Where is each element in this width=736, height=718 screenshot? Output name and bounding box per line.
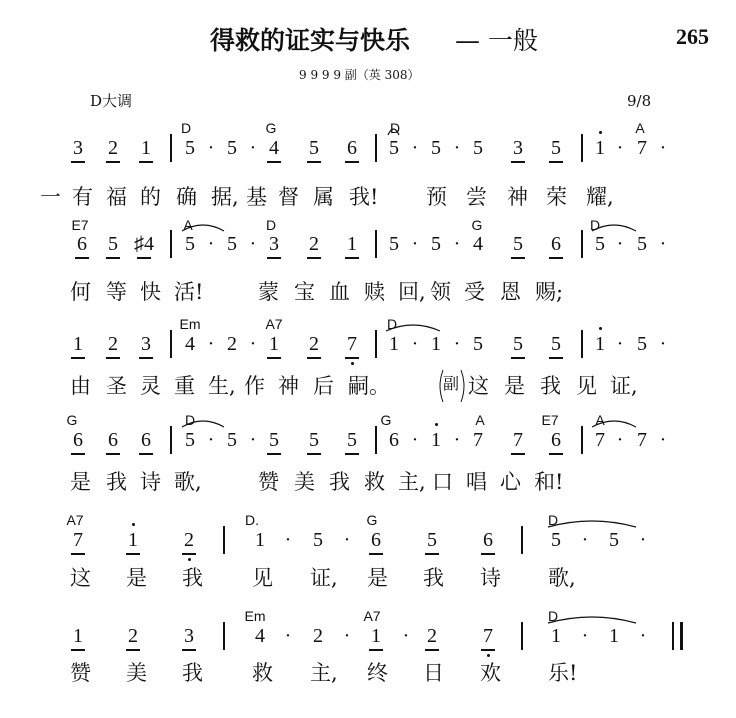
lyric-char: 等 [106, 280, 127, 304]
lyric-char: 督 [278, 185, 299, 209]
lyric-char: 唱 [466, 470, 487, 494]
lyric-char: 快 [140, 280, 161, 304]
note: 2 [184, 529, 194, 551]
lyric-char: 重 [174, 374, 195, 398]
lyric-char: 见 [576, 374, 597, 398]
note: 5 [551, 137, 561, 159]
lyric-char: 一 [40, 185, 61, 209]
lyric-char: 恩 [500, 280, 521, 304]
note: 1 [347, 233, 357, 255]
lyric-char: 属 [313, 185, 334, 209]
chord-symbol: D [265, 217, 277, 233]
slur [182, 421, 224, 427]
slur [548, 617, 636, 623]
note: ♯4 [134, 233, 154, 255]
duration-dot: · [639, 529, 647, 551]
chord-symbol: G [380, 412, 392, 428]
lyric-char: 歌, [174, 470, 202, 494]
lyric-char: 尝 [466, 185, 487, 209]
note: 4 [255, 625, 265, 647]
chord-symbol: D [386, 316, 398, 332]
lyric-char: 受 [464, 280, 485, 304]
lyric-char: 后 [313, 374, 334, 398]
lyric-char: 见 [252, 566, 273, 590]
lyric-char: 我! [349, 185, 379, 209]
lyric-char: 赎 [364, 280, 385, 304]
note: 5 [551, 333, 561, 355]
lyric-char: 诗 [140, 470, 161, 494]
duration-dot: · [207, 233, 215, 255]
lyric-char: 耀, [586, 185, 614, 209]
lyric-char: 血 [329, 280, 350, 304]
lyric-char: 证, [310, 566, 338, 590]
duration-dot: · [284, 625, 292, 647]
lyric-char: 日 [423, 661, 444, 685]
note: 2 [309, 233, 319, 255]
hymn-number: 265 [676, 24, 709, 49]
lyric-char: 基 [246, 185, 267, 209]
note: 6 [347, 137, 357, 159]
note: 5 [431, 233, 441, 255]
chord-symbol: D [180, 120, 192, 136]
chord-symbol: Em [244, 608, 266, 624]
lyric-char: 的 [140, 185, 161, 209]
duration-dot: · [249, 333, 257, 355]
lyric-char: 终 [367, 661, 388, 685]
lyric-char: 神 [507, 185, 528, 209]
duration-dot: · [639, 625, 647, 647]
note: 1 [128, 529, 138, 551]
note: 2 [309, 333, 319, 355]
lyric-char: 何 [70, 280, 91, 304]
lyric-char: 由 [70, 374, 91, 398]
duration-dot: · [249, 429, 257, 451]
note: 1 [595, 333, 605, 355]
duration-dot: · [411, 137, 419, 159]
note: 2 [227, 333, 237, 355]
lyric-char: 诗 [480, 566, 501, 590]
lyric-char: 蒙 [258, 280, 279, 304]
time-signature: 9/8 [627, 92, 652, 110]
note: 5 [309, 137, 319, 159]
note: 6 [73, 429, 83, 451]
duration-dot: · [581, 625, 589, 647]
note: 1 [551, 625, 561, 647]
note: 5 [347, 429, 357, 451]
note: 5 [227, 429, 237, 451]
slur [548, 521, 636, 527]
note: 5 [389, 233, 399, 255]
note: 5 [609, 529, 619, 551]
lyric-char: 活! [174, 280, 204, 304]
note: 1 [431, 429, 441, 451]
lyric-char: 神 [278, 374, 299, 398]
note: 5 [227, 137, 237, 159]
duration-dot: · [616, 233, 624, 255]
note: 7 [637, 429, 647, 451]
duration-dot: · [453, 233, 461, 255]
note: 1 [269, 333, 279, 355]
chord-symbol: A7 [363, 608, 381, 624]
lyric-char: 赞 [70, 661, 91, 685]
slur [388, 129, 399, 135]
note: 5 [637, 233, 647, 255]
chord-symbol: D. [245, 512, 259, 528]
lyric-char: 救 [364, 470, 385, 494]
hymn-title: 得救的证实与快乐 [210, 26, 411, 55]
duration-dot: · [659, 333, 667, 355]
note: 6 [483, 529, 493, 551]
note: 5 [595, 233, 605, 255]
note: 5 [269, 429, 279, 451]
note: 2 [108, 137, 118, 159]
note: 4 [269, 137, 279, 159]
note: 7 [513, 429, 523, 451]
lyric-char: 圣 [106, 374, 127, 398]
lyric-char: 荣 [546, 185, 567, 209]
slur [386, 325, 440, 331]
lyric-char: 赐; [535, 280, 564, 304]
note: 5 [185, 233, 195, 255]
refrain-brackets [440, 370, 464, 402]
note: 5 [513, 233, 523, 255]
chord-symbol: A [635, 120, 645, 136]
duration-dot: · [284, 529, 292, 551]
note: 1 [73, 333, 83, 355]
note: 3 [513, 137, 523, 159]
note: 2 [427, 625, 437, 647]
note: 6 [77, 233, 87, 255]
chord-symbol: D [184, 412, 196, 428]
note: 7 [473, 429, 483, 451]
note: 3 [184, 625, 194, 647]
lyric-char: 是 [126, 566, 147, 590]
note: 7 [637, 137, 647, 159]
lyric-char: 证, [610, 374, 638, 398]
duration-dot: · [411, 333, 419, 355]
note: 7 [73, 529, 83, 551]
lyric-char: 赞 [258, 470, 279, 494]
duration-dot: · [581, 529, 589, 551]
note: 1 [371, 625, 381, 647]
lyric-char: 据, [211, 185, 239, 209]
note: 5 [185, 429, 195, 451]
chord-symbol: G [471, 217, 483, 233]
lyric-char: 是 [504, 374, 525, 398]
lyric-char: 欢 [480, 661, 501, 685]
chord-symbol: D [547, 608, 559, 624]
note: 1 [141, 137, 151, 159]
lyric-char: 歌, [548, 566, 576, 590]
note: 6 [389, 429, 399, 451]
lyric-char: 预 [426, 185, 447, 209]
duration-dot: · [659, 233, 667, 255]
lyric-char: 领 [430, 280, 451, 304]
note: 5 [227, 233, 237, 255]
note: 5 [473, 333, 483, 355]
lyric-char: 这 [468, 374, 489, 398]
duration-dot: · [616, 429, 624, 451]
lyric-char: 是 [70, 470, 91, 494]
chord-symbol: E7 [71, 217, 89, 233]
duration-dot: · [616, 333, 624, 355]
slur [592, 421, 636, 427]
note: 4 [185, 333, 195, 355]
lyric-char: 回, [398, 280, 426, 304]
lyric-char: 我 [540, 374, 561, 398]
duration-dot: · [343, 529, 351, 551]
duration-dot: · [343, 625, 351, 647]
lyric-char: 这 [70, 566, 91, 590]
note: 6 [371, 529, 381, 551]
note: 2 [313, 625, 323, 647]
lyric-char: 和! [534, 470, 564, 494]
lyric-char: 主, [398, 470, 426, 494]
lyric-char: 主, [310, 661, 338, 685]
lyric-char: 乐! [548, 661, 578, 685]
lyric-char: 确 [176, 185, 197, 209]
chord-symbol: G [265, 120, 277, 136]
note: 3 [73, 137, 83, 159]
note: 5 [431, 137, 441, 159]
lyric-char: 是 [367, 566, 388, 590]
duration-dot: · [207, 137, 215, 159]
meter-info: 9 9 9 9 副（英 308） [299, 68, 420, 82]
note: 5 [637, 333, 647, 355]
duration-dot: · [616, 137, 624, 159]
note: 2 [108, 333, 118, 355]
key-signature: D大调 [90, 92, 133, 110]
lyric-char: 我 [106, 470, 127, 494]
duration-dot: · [402, 625, 410, 647]
lyric-char: 嗣。 [348, 374, 390, 398]
note: 1 [595, 137, 605, 159]
chord-symbol: A [475, 412, 485, 428]
lyric-char: 美 [294, 470, 315, 494]
lyric-char: 我 [182, 566, 203, 590]
lyric-char: 福 [106, 185, 127, 209]
duration-dot: · [411, 429, 419, 451]
duration-dot: · [411, 233, 419, 255]
note: 1 [255, 529, 265, 551]
chord-symbol: G [366, 512, 378, 528]
duration-dot: · [207, 333, 215, 355]
note: 5 [185, 137, 195, 159]
chord-symbol: A7 [66, 512, 84, 528]
note: 7 [595, 429, 605, 451]
note: 5 [473, 137, 483, 159]
slur [182, 225, 224, 231]
lyric-char: 心 [500, 470, 521, 494]
note: 3 [269, 233, 279, 255]
note: 5 [513, 333, 523, 355]
lyric-char: 口 [432, 470, 453, 494]
chord-symbol: A [595, 412, 605, 428]
duration-dot: · [207, 429, 215, 451]
lyric-char: 作 [244, 374, 265, 398]
note: 5 [427, 529, 437, 551]
lyric-char: 灵 [140, 374, 161, 398]
slur [592, 225, 636, 231]
duration-dot: · [453, 429, 461, 451]
lyric-char: 我 [329, 470, 350, 494]
note: 3 [141, 333, 151, 355]
duration-dot: · [453, 137, 461, 159]
lyric-char: 有 [72, 185, 93, 209]
chord-symbol: E7 [541, 412, 559, 428]
note: 6 [141, 429, 151, 451]
note: 5 [108, 233, 118, 255]
note: 5 [313, 529, 323, 551]
hymn-subtitle: — 一般 [455, 26, 538, 55]
lyric-char: 美 [126, 661, 147, 685]
note: 6 [108, 429, 118, 451]
note: 7 [483, 625, 493, 647]
lyric-char: 我 [423, 566, 444, 590]
chord-symbol: D [589, 217, 601, 233]
note: 2 [128, 625, 138, 647]
chord-symbol: Em [179, 316, 201, 332]
note: 1 [609, 625, 619, 647]
note: 5 [309, 429, 319, 451]
chord-symbol: A [183, 217, 193, 233]
lyric-char: 宝 [294, 280, 315, 304]
chord-symbol: D [389, 120, 401, 136]
chord-symbol: G [66, 412, 78, 428]
note: 1 [73, 625, 83, 647]
note: 6 [551, 429, 561, 451]
refrain-mark: 副 [443, 374, 460, 393]
duration-dot: · [249, 233, 257, 255]
note: 1 [431, 333, 441, 355]
lyric-char: 我 [182, 661, 203, 685]
duration-dot: · [453, 333, 461, 355]
chord-symbol: A7 [265, 316, 283, 332]
note: 5 [389, 137, 399, 159]
duration-dot: · [659, 429, 667, 451]
lyric-char: 生, [208, 374, 236, 398]
note: 6 [551, 233, 561, 255]
duration-dot: · [249, 137, 257, 159]
note: 4 [473, 233, 483, 255]
lyric-char: 救 [252, 661, 273, 685]
duration-dot: · [659, 137, 667, 159]
chord-symbol: D [547, 512, 559, 528]
note: 1 [389, 333, 399, 355]
note: 5 [551, 529, 561, 551]
note: 7 [347, 333, 357, 355]
